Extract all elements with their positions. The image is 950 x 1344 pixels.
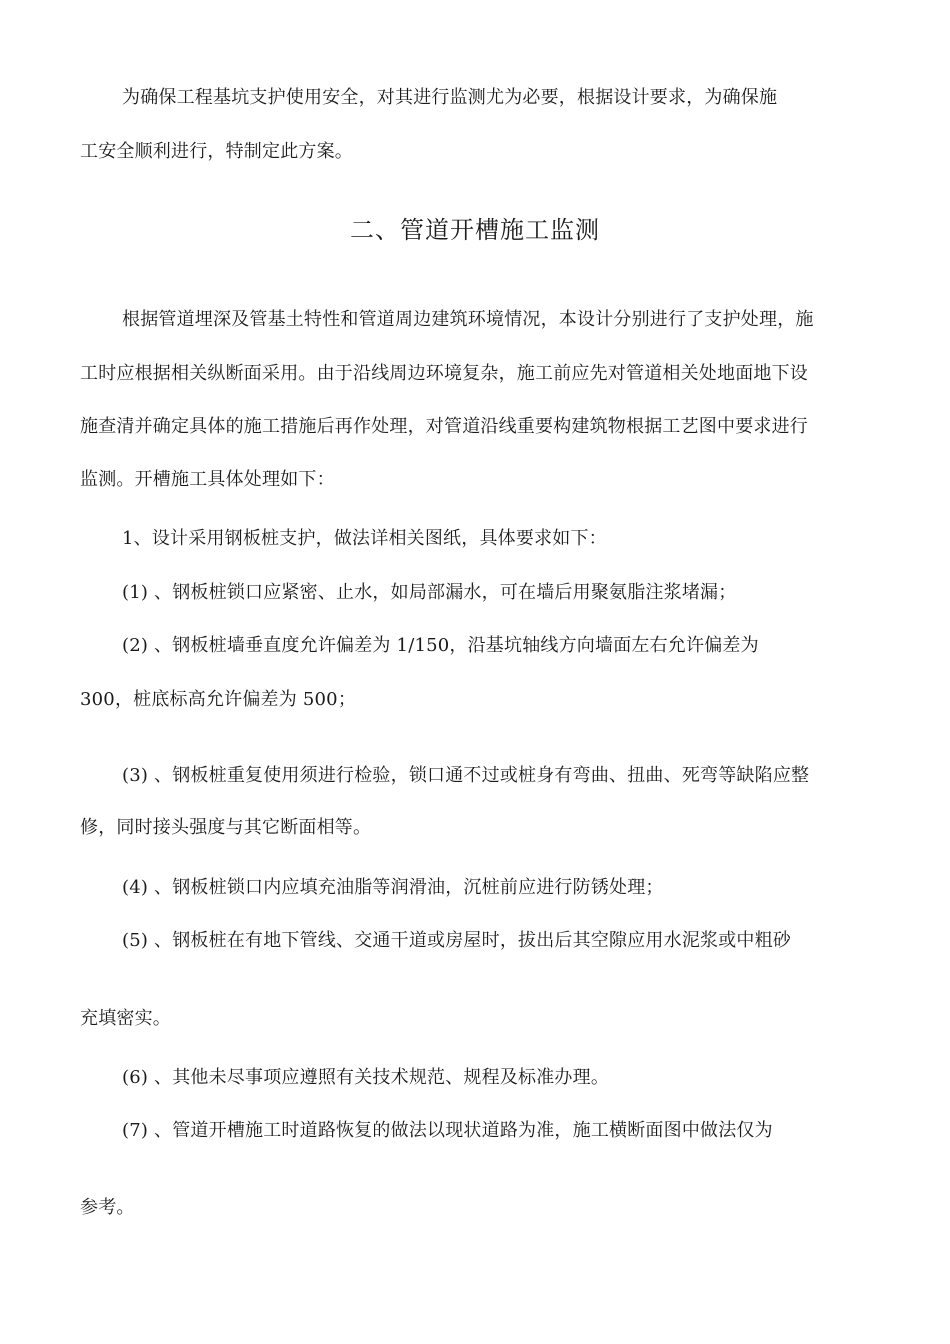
sub-item-7-line-2: 参考。 [80, 1197, 135, 1218]
sub-item-1: (1) 、钢板桩锁口应紧密、止水，如局部漏水，可在墙后用聚氨脂注浆堵漏； [122, 582, 737, 603]
body-line-1: 根据管道埋深及管基土特性和管道周边建筑环境情况，本设计分别进行了支护处理，施 [122, 309, 814, 330]
sub-item-7-line-1: (7) 、管道开槽施工时道路恢复的做法以现状道路为准，施工横断面图中做法仅为 [122, 1120, 773, 1141]
section-title: 二、管道开槽施工监测 [350, 216, 600, 244]
sub-item-5-line-1: (5) 、钢板桩在有地下管线、交通干道或房屋时，拔出后其空隙应用水泥浆或中粗砂 [122, 930, 792, 951]
body-line-2: 工时应根据相关纵断面采用。由于沿线周边环境复杂，施工前应先对管道相关处地面地下设 [80, 363, 808, 384]
sub-item-5-line-2: 充填密实。 [80, 1008, 171, 1029]
sub-item-4: (4) 、钢板桩锁口内应填充油脂等润滑油，沉桩前应进行防锈处理； [122, 877, 664, 898]
intro-line-2: 工安全顺利进行，特制定此方案。 [80, 141, 353, 162]
body-line-4: 监测。开槽施工具体处理如下： [80, 469, 335, 490]
sub-item-3-line-2: 修，同时接头强度与其它断面相等。 [80, 817, 372, 838]
sub-item-6: (6) 、其他未尽事项应遵照有关技术规范、规程及标准办理。 [122, 1067, 610, 1088]
body-line-3: 施查清并确定具体的施工措施后再作处理，对管道沿线重要构建筑物根据工艺图中要求进行 [80, 416, 808, 437]
sub-item-2-line-1: (2) 、钢板桩墙垂直度允许偏差为 1/150，沿基坑轴线方向墙面左右允许偏差为 [122, 635, 759, 656]
sub-item-3-line-1: (3) 、钢板桩重复使用须进行检验，锁口通不过或桩身有弯曲、扭曲、死弯等缺陷应整 [122, 765, 810, 786]
intro-line-1: 为确保工程基坑支护使用安全，对其进行监测尤为必要，根据设计要求，为确保施 [122, 87, 778, 108]
sub-item-2-line-2: 300，桩底标高允许偏差为 500； [80, 689, 357, 710]
list-item-1: 1、设计采用钢板桩支护，做法详相关图纸，具体要求如下： [122, 528, 607, 549]
